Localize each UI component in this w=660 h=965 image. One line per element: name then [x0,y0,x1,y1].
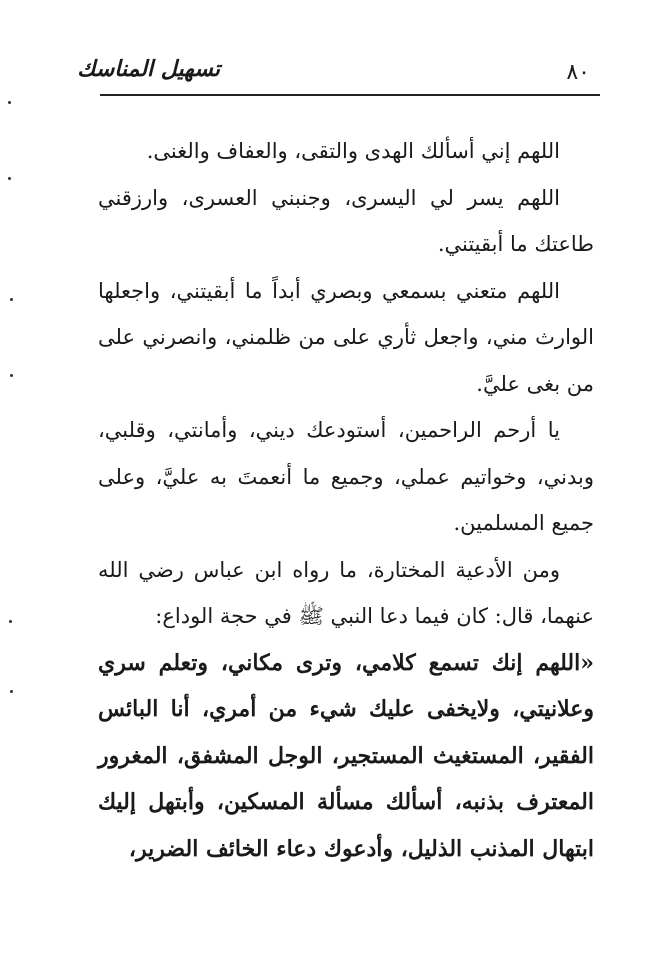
page-body [98,128,594,872]
paragraph: اللهم يسر لي اليسرى، وجنبني العسرى، وارزقني طاعتك ما أبقيتني. [98,185,594,256]
scan-mark [8,177,11,180]
running-title: تسهيل المناسك [77,56,220,82]
scan-mark [9,620,12,623]
paragraph: ومن الأدعية المختارة، ما رواه ابن عباس رضي الله عنهما، قال: كان فيما دعا النبي ﷺ في حجة الوداع: [98,557,594,628]
page-number: ٨٠ [566,60,590,85]
page-header [77,52,600,98]
scan-mark [10,690,13,693]
scan-mark [8,101,11,104]
paragraph: يا أرحم الراحمين، أستودعك ديني، وأمانتي، وقلبي، وبدني، وخواتيم عملي، وجميع ما أنعمتَ به عليَّ، وعلى جميع المسلمين. [98,418,594,535]
prophetic-supplication: «اللهم إنك تسمع كلامي، وترى مكاني، وتعلم سري وعلانيتي، ولايخفى عليك شيء من أمري، أنا البائس الفقير، المستغيث المستجير، الوجل المشفق، المغرور المعترف بذنبه، أسألك مسألة المسكين، وأبتهل إليك ابتهال المذنب الذليل، وأدعوك دعاء الخائف الضرير، [98,649,594,862]
scan-mark [10,374,13,377]
paragraph: اللهم متعني بسمعي وبصري أبداً ما أبقيتني، واجعلها الوارث مني، واجعل ثأري على من ظلمني، وانصرني على من بغى عليَّ. [98,278,594,396]
header-divider [100,94,600,96]
scan-mark [10,298,13,301]
paragraph: اللهم إني أسألك الهدى والتقى، والعفاف والغنى. [146,139,560,163]
